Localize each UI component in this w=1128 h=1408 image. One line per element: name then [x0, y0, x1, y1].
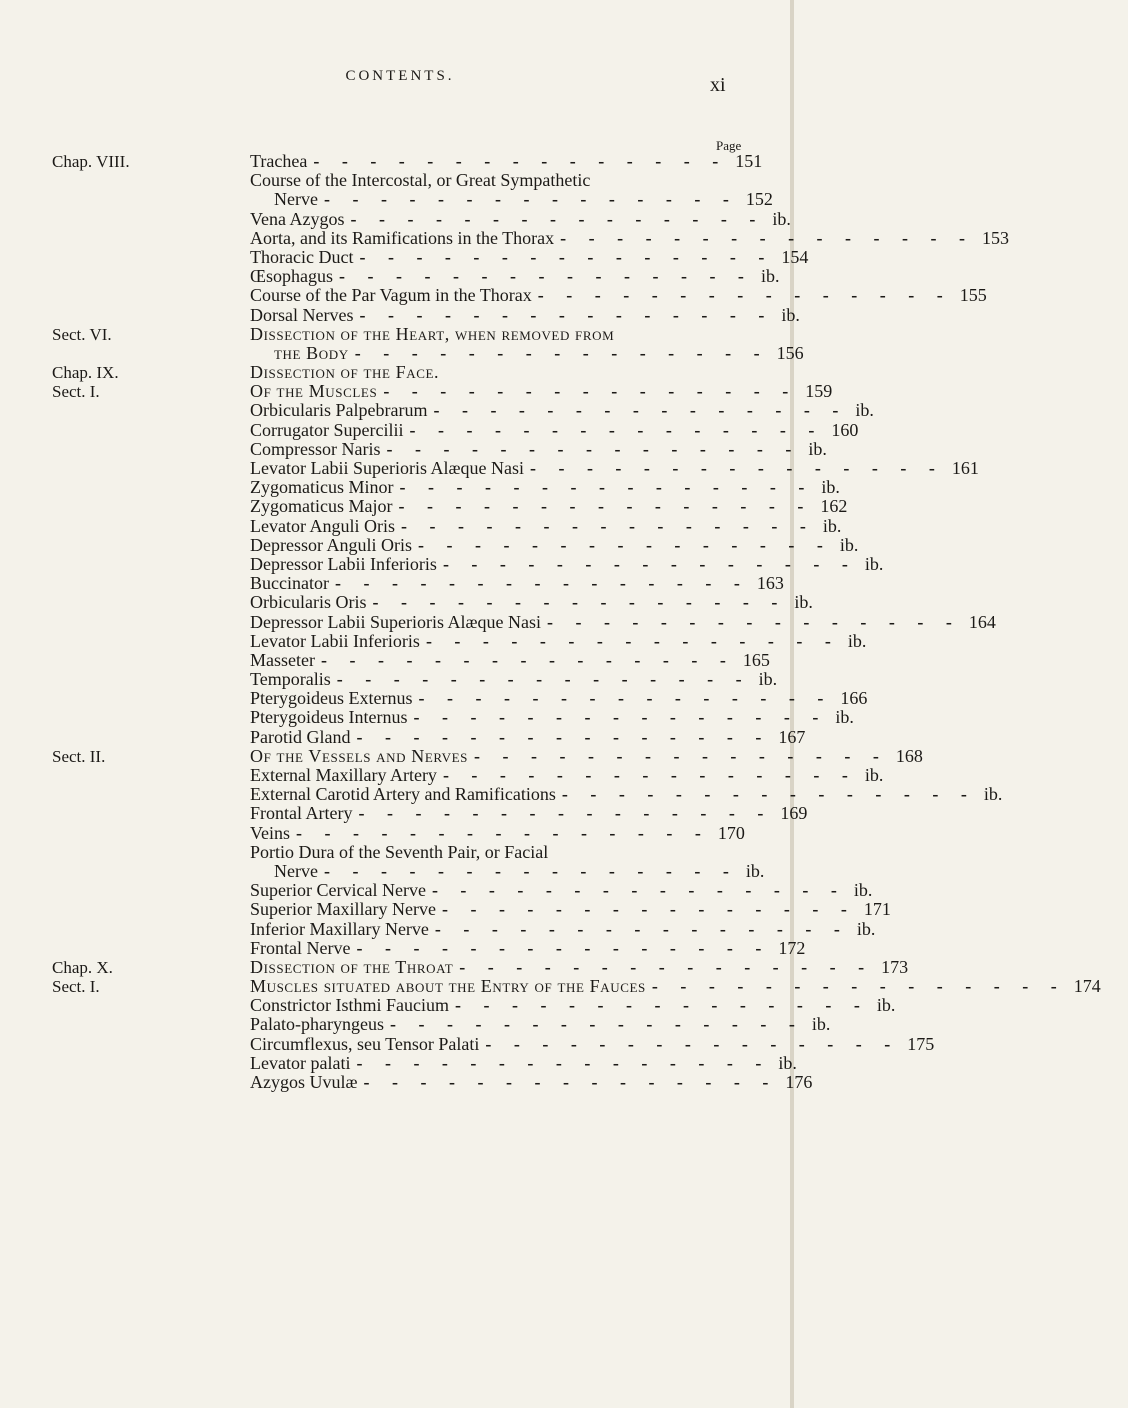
toc-entry: [250, 363, 708, 382]
toc-row: [0, 152, 800, 171]
page-folio: xi: [710, 74, 726, 96]
toc-entry: [250, 918, 876, 939]
toc-row: [0, 937, 806, 958]
leader-dots: - - - - - - - - - - - - - - -: [431, 880, 846, 901]
leader-dots: - - - - - - - - - - - - - - -: [433, 400, 848, 421]
leader-dots: - - - - - - - - - - - - - - -: [383, 381, 798, 402]
page-number: ib.: [839, 534, 859, 555]
page-number: ib.: [855, 400, 874, 421]
entry-title: Veins: [250, 822, 290, 843]
toc-entry: [250, 151, 763, 171]
entry-title: Dorsal Nerves: [250, 304, 354, 325]
entry-title: Frontal Nerve: [250, 937, 351, 958]
page-number: 173: [881, 956, 909, 977]
entry-title: Of the Vessels and Nerves: [250, 745, 468, 766]
toc-entry: [250, 822, 745, 843]
leader-dots: - - - - - - - - - - - - - - -: [354, 342, 769, 363]
entry-title: Aorta, and its Ramifications in the Thorax: [250, 227, 555, 248]
entry-title: Depressor Labii Superioris Alæque Nasi: [250, 611, 541, 632]
leader-dots: - - - - - - - - - - - - - - -: [372, 592, 787, 613]
toc-entry: [250, 381, 833, 402]
leader-dots: - - - - - - - - - - - - - - -: [537, 285, 952, 306]
toc-row: [0, 611, 996, 632]
toc-entry: [250, 342, 804, 363]
toc-row: [0, 824, 800, 843]
page-number: ib.: [864, 765, 884, 785]
entry-title: Muscles situated about the Entry of the Fauces: [250, 976, 646, 997]
entry-title: Buccinator: [250, 573, 329, 594]
toc-row: [0, 477, 840, 498]
page-number: 155: [959, 285, 987, 306]
entry-title: Temporalis: [250, 669, 331, 690]
toc-entry: [250, 649, 770, 670]
toc-row: [0, 574, 800, 593]
leader-dots: - - - - - - - - - - - - - - -: [359, 246, 774, 267]
toc-row: [0, 765, 884, 785]
toc-entry: [250, 400, 874, 421]
toc-row: [0, 227, 1010, 248]
toc-entry: [250, 1014, 831, 1035]
toc-entry: [250, 765, 884, 785]
entry-title: Depressor Labii Inferioris: [250, 553, 437, 574]
entry-title: Depressor Anguli Oris: [250, 534, 412, 555]
page-number: ib.: [835, 707, 854, 728]
entry-title: Circumflexus, seu Tensor Palati: [250, 1033, 480, 1054]
leader-dots: - - - - - - - - - - - - - - -: [389, 1014, 804, 1035]
toc-row: [0, 419, 859, 440]
leader-dots: - - - - - - - - - - - - - - -: [473, 745, 888, 766]
page-number: ib.: [864, 553, 884, 574]
toc-entry: [250, 285, 987, 306]
toc-entry: [250, 189, 773, 210]
leader-dots: - - - - - - - - - - - - - - -: [400, 515, 815, 536]
toc-entry: [250, 458, 979, 478]
entry-title: Orbicularis Palpebrarum: [250, 400, 428, 421]
entry-title: Azygos Uvulæ: [250, 1072, 358, 1092]
toc-row: [0, 246, 809, 267]
toc-entry: [250, 611, 996, 632]
toc-row: [0, 553, 884, 574]
leader-dots: - - - - - - - - - - - - - - -: [313, 151, 728, 171]
leader-dots: - - - - - - - - - - - - - - -: [442, 765, 857, 785]
entry-title: Dissection of the Throat: [250, 956, 454, 977]
toc-entry: [250, 956, 909, 977]
page-number: ib.: [772, 208, 791, 229]
leader-dots: - - - - - - - - - - - - - - -: [442, 553, 857, 574]
toc-row: [0, 458, 979, 478]
page-number: 169: [780, 803, 808, 824]
page-number: ib.: [778, 1052, 797, 1073]
toc-row: [0, 190, 800, 209]
toc-entry: [250, 227, 1010, 248]
section-label: Sect. II.: [52, 746, 106, 766]
leader-dots: - - - - - - - - - - - - - - -: [323, 189, 738, 210]
leader-dots: - - - - - - - - - - - - - - -: [358, 803, 773, 824]
leader-dots: - - - - - - - - - - - - - - -: [546, 611, 961, 632]
page-number: 170: [717, 822, 745, 843]
toc-row: [0, 880, 873, 901]
entry-title: Palato-pharyngeus: [250, 1014, 384, 1035]
toc-entry: [250, 745, 923, 766]
toc-row: [0, 688, 868, 709]
toc-row: [0, 843, 800, 862]
entry-title: External Maxillary Artery: [250, 765, 437, 785]
leader-dots: - - - - - - - - - - - - - - -: [356, 726, 771, 747]
section-label: Sect. I.: [52, 382, 100, 402]
leader-dots: - - - - - - - - - - - - - - -: [485, 1033, 900, 1054]
toc-entry: [250, 246, 809, 267]
entry-title: Superior Maxillary Nerve: [250, 899, 436, 920]
toc-entry: [250, 1072, 813, 1092]
toc-row: [0, 210, 800, 229]
toc-row: [0, 784, 1003, 805]
page-number: 164: [968, 611, 996, 632]
toc-row: [0, 342, 804, 363]
page-number: 165: [742, 649, 770, 670]
leader-dots: - - - - - - - - - - - - - - -: [359, 304, 774, 325]
toc-row: [0, 306, 800, 325]
page-number: 176: [785, 1072, 813, 1092]
toc-row: [0, 400, 874, 421]
entry-title: Nerve: [274, 860, 318, 881]
toc-entry: [250, 477, 840, 498]
toc-entry: [250, 899, 891, 920]
toc-row: [0, 651, 800, 670]
leader-dots: - - - - - - - - - - - - - - -: [386, 438, 801, 459]
table-of-contents: [0, 151, 1101, 1092]
leader-dots: - - - - - - - - - - - - - - -: [560, 227, 975, 248]
leader-dots: - - - - - - - - - - - - - - -: [417, 534, 832, 555]
toc-row: [0, 592, 813, 613]
entry-title: Compressor Naris: [250, 438, 381, 459]
entry-title: Nerve: [274, 189, 318, 210]
leader-dots: - - - - - - - - - - - - - - -: [398, 496, 813, 517]
entry-title: Of the Muscles: [250, 381, 378, 402]
section-label: Chap. X.: [52, 957, 113, 977]
entry-title: Levator Labii Inferioris: [250, 630, 420, 651]
page-number: ib.: [760, 266, 780, 287]
leader-dots: - - - - - - - - - - - - - - -: [434, 918, 849, 939]
page-number: 168: [895, 745, 923, 766]
leader-dots: - - - - - - - - - - - - - - -: [459, 956, 874, 977]
toc-row: [0, 515, 842, 536]
toc-entry: [250, 534, 859, 555]
page-number: ib.: [822, 515, 842, 536]
entry-title: Inferior Maxillary Nerve: [250, 918, 429, 939]
toc-row: [0, 976, 1101, 997]
page-number: ib.: [853, 880, 873, 901]
toc-entry: [250, 995, 896, 1016]
toc-row: [0, 171, 800, 190]
page-number: 154: [781, 246, 809, 267]
page-number: ib.: [781, 304, 800, 325]
toc-row: [0, 1072, 813, 1092]
leader-dots: - - - - - - - - - - - - - - -: [418, 688, 833, 709]
page-number: 156: [776, 342, 804, 363]
toc-entry: [250, 496, 848, 517]
page-number: ib.: [983, 784, 1003, 805]
toc-row: [0, 745, 923, 766]
entry-title: Levator palati: [250, 1052, 351, 1073]
page-number: ib.: [876, 995, 896, 1016]
toc-row: [0, 1014, 831, 1035]
leader-dots: - - - - - - - - - - - - - - -: [454, 995, 869, 1016]
toc-entry: [250, 860, 765, 881]
page-number: ib.: [794, 592, 813, 613]
toc-row: [0, 381, 833, 402]
leader-dots: - - - - - - - - - - - - - - -: [296, 822, 710, 843]
leader-dots: - - - - - - - - - - - - - - -: [561, 784, 976, 805]
page-number: 172: [778, 937, 806, 958]
toc-entry: [250, 515, 842, 536]
section-label: Chap. IX.: [52, 363, 119, 383]
section-label: Sect. VI.: [52, 324, 112, 344]
page-number: 152: [745, 189, 773, 210]
leader-dots: - - - - - - - - - - - - - - -: [529, 458, 944, 478]
entry-title: Œsophagus: [250, 266, 334, 287]
toc-entry: [250, 325, 708, 344]
entry-title: Corrugator Supercilii: [250, 419, 404, 440]
toc-entry: [250, 880, 873, 901]
page-number: 167: [778, 726, 806, 747]
entry-title: Pterygoideus Externus: [250, 688, 413, 709]
section-label: Chap. VIII.: [52, 152, 130, 171]
entry-title: Orbicularis Oris: [250, 592, 367, 613]
toc-entry: [250, 573, 784, 594]
leader-dots: - - - - - - - - - - - - - - -: [441, 899, 856, 920]
page-number: ib.: [811, 1014, 831, 1035]
toc-entry: [250, 937, 806, 958]
toc-entry: [250, 304, 800, 325]
toc-row: [0, 899, 891, 920]
toc-entry: [250, 803, 808, 824]
leader-dots: - - - - - - - - - - - - - - -: [323, 860, 738, 881]
page-number: ib.: [856, 918, 876, 939]
toc-entry: [250, 688, 868, 709]
page-number: ib.: [808, 438, 827, 459]
leader-dots: - - - - - - - - - - - - - - -: [413, 707, 828, 728]
leader-dots: - - - - - - - - - - - - - - -: [363, 1072, 778, 1092]
leader-dots: - - - - - - - - - - - - - - -: [320, 649, 735, 670]
toc-entry: [250, 208, 791, 229]
entry-title: Constrictor Isthmi Faucium: [250, 995, 449, 1016]
leader-dots: - - - - - - - - - - - - - - -: [350, 208, 765, 229]
toc-entry: [250, 1052, 797, 1073]
toc-row: [0, 285, 987, 306]
page-number: ib.: [821, 477, 840, 498]
toc-row: [0, 707, 854, 728]
entry-title: Dissection of the Face.: [250, 362, 440, 383]
toc-entry: [250, 438, 827, 459]
leader-dots: - - - - - - - - - - - - - - -: [409, 419, 824, 440]
toc-row: [0, 1054, 800, 1073]
toc-row: [0, 267, 800, 286]
page-number: 175: [907, 1033, 935, 1054]
page-number: 163: [756, 573, 784, 594]
leader-dots: - - - - - - - - - - - - - - -: [339, 266, 753, 287]
entry-title: Trachea: [250, 151, 308, 171]
section-label: Sect. I.: [52, 977, 100, 997]
toc-entry: [250, 784, 1003, 805]
toc-entry: [250, 419, 859, 440]
entry-title: Dissection of the Heart, when removed from: [250, 323, 615, 344]
page-column-label: Page: [716, 138, 742, 153]
page-number: ib.: [847, 630, 867, 651]
leader-dots: - - - - - - - - - - - - - - -: [651, 976, 1066, 997]
page-number: ib.: [758, 669, 778, 690]
page-number: 166: [840, 688, 868, 709]
toc-row: [0, 862, 800, 881]
entry-title: the Body: [274, 342, 349, 363]
page-number: 151: [735, 151, 763, 171]
page-number: 159: [805, 381, 833, 402]
leader-dots: - - - - - - - - - - - - - - -: [399, 477, 814, 498]
entry-title: Parotid Gland: [250, 726, 351, 747]
toc-entry: [250, 553, 884, 574]
toc-entry: [250, 266, 780, 287]
entry-title: Frontal Artery: [250, 803, 353, 824]
entry-title: Pterygoideus Internus: [250, 707, 408, 728]
entry-title: Portio Dura of the Seventh Pair, or Facial: [250, 841, 549, 862]
page-number: ib.: [745, 860, 765, 881]
toc-entry: [250, 726, 806, 747]
entry-title: Thoracic Duct: [250, 246, 354, 267]
page-number: 160: [831, 419, 859, 440]
entry-title: Levator Labii Superioris Alæque Nasi: [250, 458, 524, 478]
leader-dots: - - - - - - - - - - - - - - -: [334, 573, 749, 594]
toc-row: [0, 726, 806, 747]
toc-entry: [250, 592, 813, 613]
page-number: 161: [951, 458, 979, 478]
toc-row: [0, 918, 876, 939]
page-number: 162: [820, 496, 848, 517]
toc-row: [0, 534, 859, 555]
toc-entry: [250, 630, 867, 651]
toc-entry: [250, 669, 778, 690]
page-number: 153: [982, 227, 1010, 248]
entry-title: External Carotid Artery and Ramifications: [250, 784, 556, 805]
entry-title: Zygomaticus Minor: [250, 477, 394, 498]
page-number: 171: [863, 899, 891, 920]
leader-dots: - - - - - - - - - - - - - - -: [425, 630, 840, 651]
entry-title: Superior Cervical Nerve: [250, 880, 426, 901]
page-number: 174: [1073, 976, 1101, 997]
running-head: CONTENTS.: [345, 68, 455, 84]
toc-row: [0, 438, 827, 459]
leader-dots: - - - - - - - - - - - - - - -: [336, 669, 751, 690]
toc-row: [0, 803, 808, 824]
toc-entry: [250, 843, 708, 862]
entry-title: Course of the Par Vagum in the Thorax: [250, 285, 532, 306]
toc-entry: [250, 171, 708, 190]
entry-title: Course of the Intercostal, or Great Sympathetic: [250, 170, 591, 191]
toc-row: [0, 995, 896, 1016]
leader-dots: - - - - - - - - - - - - - - -: [356, 937, 771, 958]
toc-row: [0, 363, 800, 382]
toc-entry: [250, 1033, 935, 1054]
entry-title: Zygomaticus Major: [250, 496, 393, 517]
toc-row: [0, 670, 800, 689]
entry-title: Levator Anguli Oris: [250, 515, 395, 536]
toc-row: [0, 956, 909, 977]
entry-title: Vena Azygos: [250, 208, 345, 229]
leader-dots: - - - - - - - - - - - - - - -: [356, 1052, 771, 1073]
toc-row: [0, 1033, 935, 1054]
toc-row: [0, 325, 800, 344]
toc-entry: [250, 707, 854, 728]
toc-row: [0, 630, 867, 651]
entry-title: Masseter: [250, 649, 315, 670]
toc-entry: [250, 976, 1101, 997]
toc-row: [0, 496, 848, 517]
